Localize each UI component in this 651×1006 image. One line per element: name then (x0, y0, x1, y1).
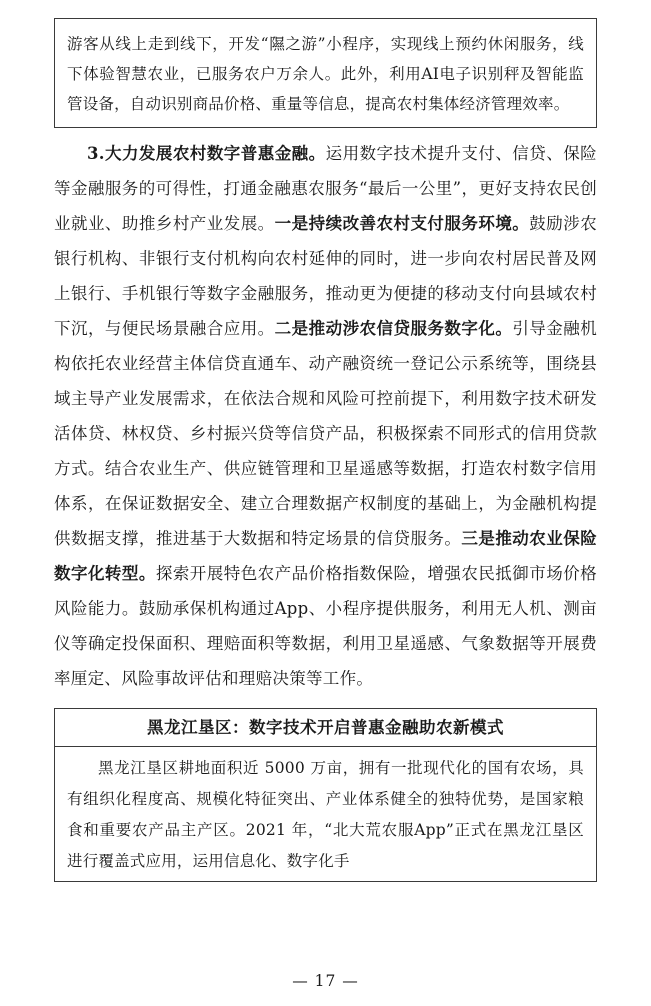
case-study-body (55, 747, 596, 881)
section-text-part-1: 运用数字技术提升支付、信贷、保险等金融服务的可得性，打通金融惠农服务“最后一公里”，更好支持农民创业就业、助推乡村产业发展。 (54, 144, 597, 233)
section-text-part-4: 探索开展特色农产品价格指数保险，增强农民抵御市场价格风险能力。鼓励承保机构通过App、小程序提供服务，利用无人机、测亩仪等确定投保面积、理赔面积等数据，利用卫星遥感、气象数据等开展费率厘定、风险事故评估和理赔决策等工作。 (54, 564, 597, 688)
section-text-part-3: 引导金融机构依托农业经营主体信贷直通车、动产融资统一登记公示系统等，围绕县域主导产业发展需求，在依法合规和风险可控前提下，利用数字技术研发活体贷、林权贷、乡村振兴贷等信贷产品，积极探索不同形式的信用贷款方式。结合农业生产、供应链管理和卫星遥感等数据，打造农村数字信用体系，在保证数据安全、建立合理数据产权制度的基础上，为金融机构提供数据支撑，推进基于大数据和特定场景的信贷服务。 (54, 319, 598, 548)
top-box-paragraph: 游客从线上走到线下，开发“隰之游”小程序，实现线上预约休闲服务，线下体验智慧农业，已服务农户万余人。此外，利用AI电子识别秤及智能监管设备，自动识别商品价格、重量等信息，提高农村集体经济管理效率。 (67, 35, 584, 113)
section-text-part-2: 鼓励涉农银行机构、非银行支付机构向农村延伸的同时，进一步向农村居民普及网上银行、手机银行等数字金融服务，推动更为便捷的移动支付向县域农村下沉，与便民场景融合应用。 (54, 214, 598, 338)
section-heading: 3.大力发展农村数字普惠金融。 (87, 144, 326, 163)
section-subheading-3: 三是推动农业保险数字化转型。 (54, 529, 597, 583)
case-study-box (54, 708, 597, 882)
case-study-title: 黑龙江垦区：数字技术开启普惠金融助农新模式 (55, 709, 596, 747)
section-paragraph (54, 136, 597, 696)
page-number: — 17 — (292, 972, 359, 990)
section-subheading-2: 二是推动涉农信贷服务数字化。 (274, 319, 513, 338)
top-continuation-box (54, 18, 597, 128)
case-study-paragraph: 黑龙江垦区耕地面积近 5000 万亩，拥有一批现代化的国有农场，具有组织化程度高、规模化特征突出、产业体系健全的独特优势，是国家粮食和重要农产品主产区。2021 年，“北大荒农服App”正式在黑龙江垦区进行覆盖式应用，运用信息化、数字化手 (67, 759, 584, 870)
section-subheading-1: 一是持续改善农村支付服务环境。 (274, 214, 530, 233)
